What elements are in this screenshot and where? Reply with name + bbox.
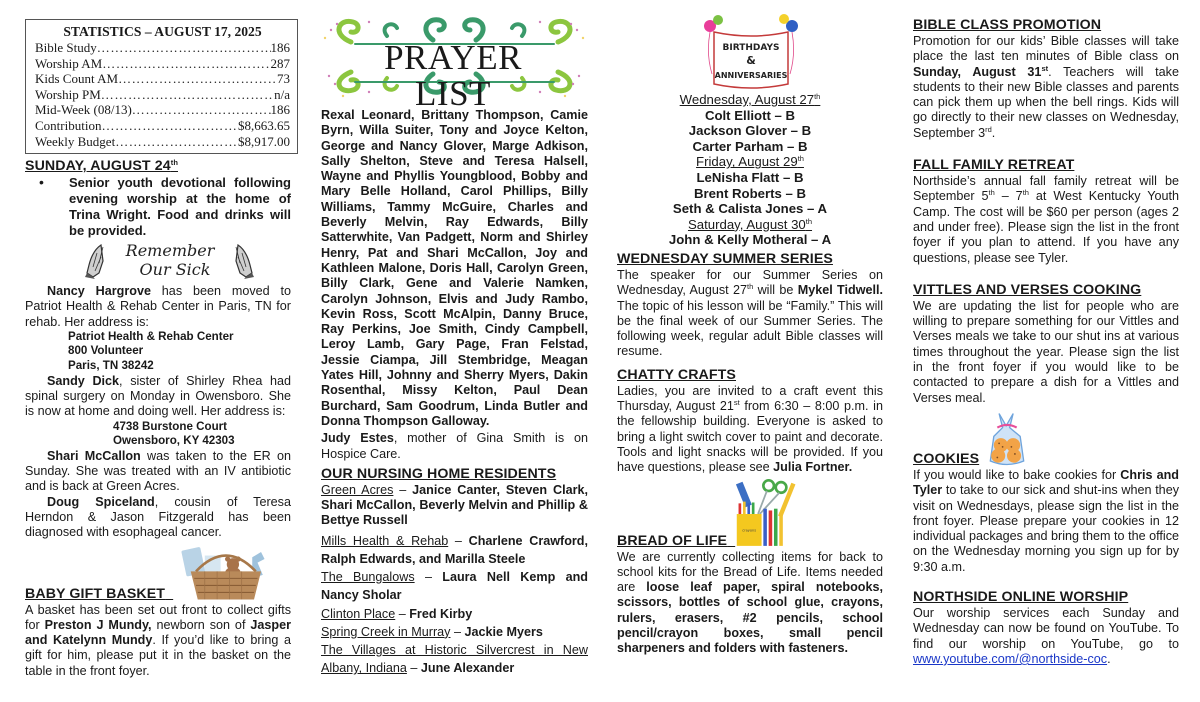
nursing-entry: The Villages at Historic Silvercrest in New Albany, Indiana – June Alexander <box>321 642 588 676</box>
cookies-header-row <box>913 410 1179 468</box>
address-line: Owensboro, KY 42303 <box>113 434 235 448</box>
dot-leader <box>101 87 274 103</box>
school-supplies-image <box>735 478 797 550</box>
stat-label: Worship PM <box>35 86 101 102</box>
stat-label: Contribution <box>35 117 102 133</box>
bible-class-heading: BIBLE CLASS PROMOTION <box>913 17 1102 33</box>
summer-series-text: The speaker for our Summer Series on Wednesday, August 27th will be Mykel Tidwell. The topic of his lesson will be “Family.” This will be the final week of our Summer Series. The following week, regular adult Bible classes will resume. <box>617 267 883 359</box>
vittles-heading: VITTLES AND VERSES COOKING <box>913 281 1142 298</box>
nursing-home-section <box>321 466 588 678</box>
sick-item: Sandy Dick, sister of Shirley Rhea had spinal surgery on Monday in Owensboro. She is now at home and doing well. Her address is: <box>25 373 291 419</box>
bread-of-life-heading: BREAD OF LIFE <box>617 532 728 549</box>
remember-our-sick-graphic <box>25 241 291 283</box>
youtube-link[interactable]: www.youtube.com/@northside-coc <box>913 651 1108 666</box>
praying-hands-icon <box>226 243 256 279</box>
praying-hands-icon <box>83 243 113 279</box>
sick-item: Doug Spiceland, cousin of Teresa Herndon & Jason Fitzgerald has been diagnosed with esophageal cancer. <box>25 494 291 540</box>
vittles-text: We are updating the list for people who are willing to prepare something for our Vittles and Verses meals we take to our shut ins at various times throughout the year. Please sign the list in the front foyer if you would like to be contacted to prepare a dish for a Vittles and Verses meal. <box>913 298 1179 405</box>
stat-value: $8,663.65 <box>238 117 290 133</box>
sick-item: Shari McCallon was taken to the ER on Sunday. She was treated with an IV antibiotic and is back at Green Acres. <box>25 448 291 494</box>
facility-name: The Villages at Historic Silvercrest in New Albany, Indiana <box>321 642 588 676</box>
sunday-bullet-item <box>39 175 291 239</box>
sunday-heading: SUNDAY, AUGUST 24th <box>25 158 178 174</box>
facility-name: Mills Health & Rehab <box>321 533 449 548</box>
prayer-list-banner <box>321 0 588 113</box>
stat-row <box>35 71 290 87</box>
dot-leader <box>102 56 270 72</box>
nursing-entry: Spring Creek in Murray – Jackie Myers <box>321 624 543 639</box>
stat-label: Kids Count AM <box>35 71 119 87</box>
nursing-entry: Mills Health & Rehab – Charlene Crawford, Ralph Edwards, and Marilla Steele <box>321 533 588 566</box>
dot-leader <box>115 134 238 150</box>
dot-leader <box>97 40 271 56</box>
column-4-flow <box>913 17 1179 667</box>
address-line: 4738 Burstone Court <box>113 419 228 433</box>
column-1-flow <box>25 158 291 679</box>
facility-name: Spring Creek in Murray <box>321 624 451 639</box>
banner-text: ANNIVERSARIES <box>714 71 788 80</box>
cookies-text: If you would like to bake cookies for Chris and Tyler to take to our sick and shut-ins when they visit on Wednesdays, please sign the list in the front foyer. Please prepare your cookies in 12 individual packages and bring them to the office on the Wednesday morning you sign up for by 9:30 a.m. <box>913 467 1179 574</box>
cookies-heading: COOKIES <box>913 450 980 467</box>
stat-value: 73 <box>277 71 290 87</box>
stat-value: $8,917.00 <box>238 133 290 149</box>
prayer-list-title: PRAYER LIST <box>384 38 522 113</box>
sick-item: Nancy Hargrove has been moved to Patriot Health & Rehab Center in Paris, TN for rehab. Her address is: <box>25 284 291 329</box>
birthday-entry: LeNisha Flatt – B <box>696 169 804 185</box>
facility-name: The Bungalows <box>321 570 415 585</box>
stat-row <box>35 40 290 56</box>
online-worship-heading: NORTHSIDE ONLINE WORSHIP <box>913 589 1129 606</box>
stat-row <box>35 87 290 103</box>
birthday-entry: Carter Parham – B <box>692 138 808 154</box>
stat-row <box>35 134 290 150</box>
date-heading: Friday, August 29th <box>696 154 804 170</box>
fall-retreat-heading: FALL FAMILY RETREAT <box>913 157 1075 174</box>
nursing-entry: The Bungalows – Laura Nell Kemp and Nancy Sholar <box>321 570 588 603</box>
stat-value: n/a <box>274 86 290 102</box>
baby-gift-text: A basket has been set out front to collect gifts for Preston J Mundy, newborn son of Jasper and Katelynn Mundy. If you’d like to bring a gift for him, please put it in the basket on the table in the front foyer. <box>25 602 291 678</box>
baby-gift-heading: BABY GIFT BASKET <box>25 585 166 602</box>
dot-leader <box>132 102 271 118</box>
bible-class-text: Promotion for our kids’ Bible classes will take place the last ten minutes of Bible class on Sunday, August 31st. Teachers will take students to their new Bible classes and parents can pick them up when the bell rings. Kids will go directly to their new classes on Wednesday, September 3rd. <box>913 34 1179 140</box>
stat-label: Worship AM <box>35 55 103 71</box>
date-heading: Wednesday, August 27th <box>679 92 821 107</box>
birthdays-banner <box>617 0 883 92</box>
column-3-flow <box>617 251 883 657</box>
chatty-crafts-heading: CHATTY CRAFTS <box>617 366 736 383</box>
address-line: Patriot Health & Rehab Center <box>68 329 234 343</box>
statistics-title: STATISTICS – AUGUST 17, 2025 <box>63 24 262 39</box>
prayer-list-names: Rexal Leonard, Brittany Thompson, Camie Byrn, Willa Suiter, Tony and Joyce Kelton, George and Nancy Glover, Marge Adkison, Sally Shelton, Steve and Teresa Halsell, Wayne and Phyllis Youngblood, Bobby and Mary Belle Holland, Carol Phillips, Billy Williams, Tammy McGuire, Charles and Beverly Melvin, Ray Edwards, Billy Satterwhite, Van Padgett, Norm and Shirley Henry, Pat and Shari McCallon, Joy and Kathleen Malone, Doris Hall, Carolyn Green, Billy Clark, Gene and Valerie Namken, Carolyn Johnson, Elvis and Judy Rambo, Kevin Ross, Scott McAlpin, Danny Bruce, Ray Perkins, Joe Smith, Cindy Campbell, Leroy Lamb, Gary Page, Fran Felstad, Jessie Ciampa, Jill Stembridge, Meagan Yates Hill, Johnny and Sherry Myers, Dakin Rosenthal, Missy Kelton, Paul Dean Burchard, Sam Goodrum, Linda Butler and Donna Thompson Galloway. <box>321 108 588 428</box>
gift-basket-image <box>175 545 275 603</box>
address-line: Paris, TN 38242 <box>68 359 154 373</box>
birthday-entry: Brent Roberts – B <box>693 185 807 201</box>
crayon-box-label: crayons <box>742 528 757 533</box>
stat-label: Bible Study <box>35 40 97 55</box>
stat-row <box>35 56 290 72</box>
balloons-banner-image <box>696 14 806 92</box>
stat-row <box>35 102 290 118</box>
banner-text: BIRTHDAYS <box>722 43 780 53</box>
nursing-entry: Clinton Place – Fred Kirby <box>321 606 473 621</box>
birthday-entry: John & Kelly Motheral – A <box>668 232 832 248</box>
bread-of-life-text: We are currently collecting items for back to school kits for the Bread of Life. Items needed are loose leaf paper, spiral notebooks, scissors, bottles of school glue, crayons, rulers, erasers, #2 pencils, school pencil/crayon boxes, small pencil sharpeners and folders with fasteners. <box>617 549 883 656</box>
statistics-box <box>25 19 298 154</box>
summer-series-heading: WEDNESDAY SUMMER SERIES <box>617 250 833 267</box>
online-worship-text: Our worship services each Sunday and Wednesday can now be found on YouTube. To find our worship on YouTube, go to www.youtube.com/@northside-coc. <box>913 606 1179 666</box>
birthday-entry: Jackson Glover – B <box>688 123 812 139</box>
date-heading: Saturday, August 30th <box>687 216 813 232</box>
column-3 <box>617 0 883 657</box>
hospice-note: Judy Estes, mother of Gina Smith is on Hospice Care. <box>321 431 588 461</box>
facility-name: Green Acres <box>321 482 394 497</box>
nursing-home-heading: OUR NURSING HOME RESIDENTS <box>321 465 557 482</box>
facility-name: Clinton Place <box>321 606 396 621</box>
bread-of-life-header-row <box>617 478 883 550</box>
column-2 <box>321 0 588 676</box>
column-2-flow <box>321 108 588 677</box>
stat-value: 186 <box>270 102 290 118</box>
bullet-icon: • <box>39 174 44 190</box>
chatty-crafts-text: Ladies, you are invited to a craft event this Thursday, August 21st from 6:30 – 8:00 p.m. in the fellowship building. Everyone is asked to bring a light switch cover to paint and decorate. Tools and light snacks will be provided. If you have questions, please see Julia Fortner. <box>617 383 883 475</box>
sunday-bullet-text: Senior youth devotional following evening worship at the home of Trina Wright. Food and drinks will be provided. <box>69 175 291 238</box>
stat-value: 186 <box>270 40 290 55</box>
fall-retreat-text: Northside’s annual fall family retreat will be September 5th – 7th at West Kentucky Youth Camp. The cost will be $60 per person (ages 2 and under free). Please sign the list in the front foyer if you plan to attend. If you have any questions, please see Tyler. <box>913 174 1179 265</box>
remember-script-text: Remember Our Sick <box>125 241 215 279</box>
stat-row <box>35 118 290 134</box>
stat-label: Weekly Budget <box>35 133 116 149</box>
birthdays-list <box>617 92 883 248</box>
birthday-entry: Colt Elliott – B <box>704 107 796 123</box>
cookie-bag-image <box>985 410 1029 468</box>
stat-value: 287 <box>270 55 290 71</box>
dot-leader <box>118 71 277 87</box>
banner-text: & <box>746 54 756 67</box>
baby-gift-header-row <box>25 545 291 603</box>
dot-leader <box>101 118 238 134</box>
stat-label: Mid-Week (08/13) <box>35 102 132 118</box>
birthday-entry: Seth & Calista Jones – A <box>672 201 828 217</box>
address-line: 800 Volunteer <box>68 344 144 358</box>
nursing-entry: Green Acres – Janice Canter, Steven Clark, Shari McCallon, Beverly Melvin and Phillip & Bettye Russell <box>321 482 588 528</box>
